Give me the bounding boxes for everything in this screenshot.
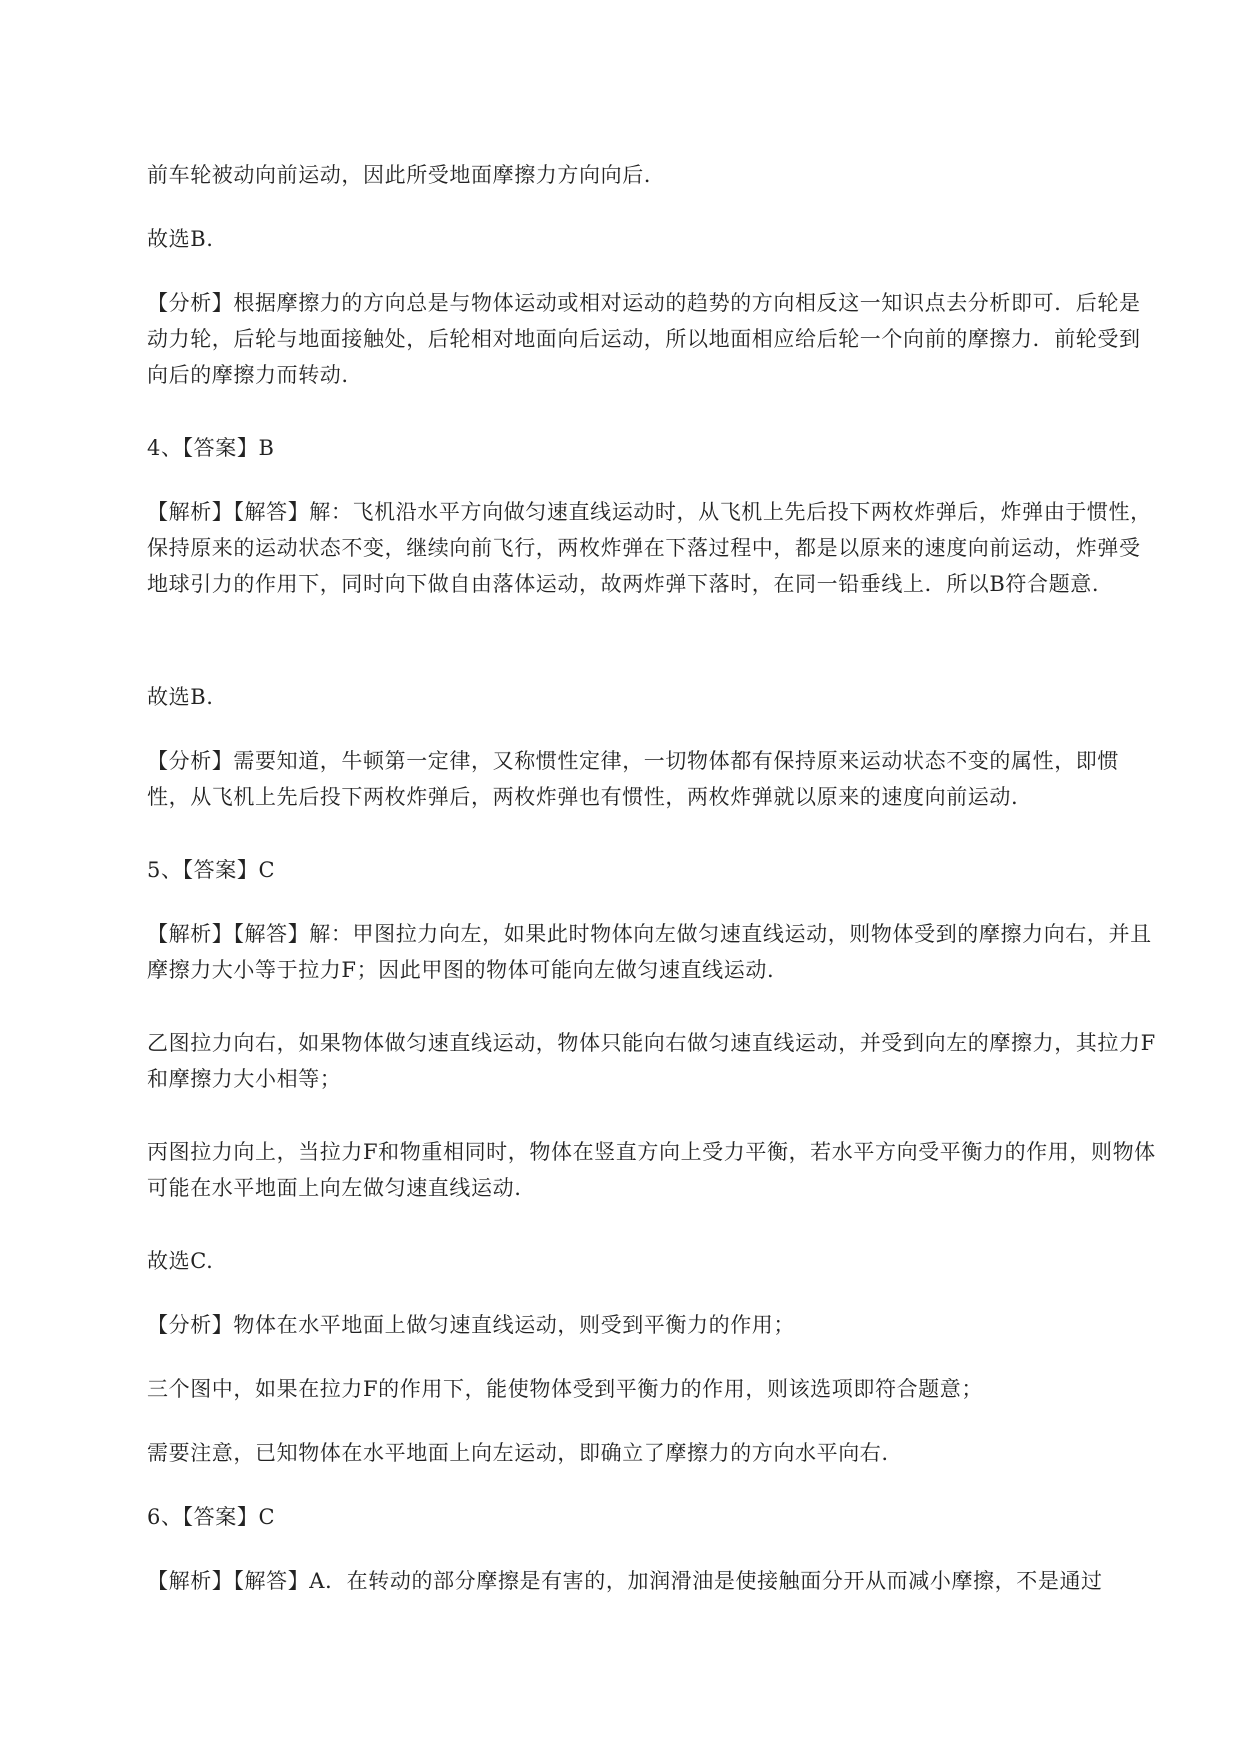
paragraph: 6、【答案】C [147,1505,276,1529]
paragraph: 故选C. [147,1249,214,1273]
paragraph: 前车轮被动向前运动，因此所受地面摩擦力方向向后. [147,163,652,187]
paragraph: 【分析】需要知道，牛顿第一定律，又称惯性定律，一切物体都有保持原来运动状态不变的属性，即惯性，从飞机上先后投下两枚炸弹后，两枚炸弹也有惯性，两枚炸弹就以原来的速度向前运动. [147,749,1119,809]
paragraph: 4、【答案】B [147,436,275,460]
paragraph: 【分析】根据摩擦力的方向总是与物体运动或相对运动的趋势的方向相反这一知识点去分析即可．后轮是动力轮，后轮与地面接触处，后轮相对地面向后运动，所以地面相应给后轮一个向前的摩擦力．前轮受到向后的摩擦力而转动. [147,291,1141,387]
paragraph: 5、【答案】C [147,858,276,882]
paragraph: 故选B. [147,685,214,709]
paragraph: 乙图拉力向右，如果物体做匀速直线运动，物体只能向右做匀速直线运动，并受到向左的摩擦力，其拉力F和摩擦力大小相等； [147,1031,1156,1091]
paragraph: 【分析】物体在水平地面上做匀速直线运动，则受到平衡力的作用； [147,1313,795,1337]
paragraph: 丙图拉力向上，当拉力F和物重相同时，物体在竖直方向上受力平衡，若水平方向受平衡力的作用，则物体可能在水平地面上向左做匀速直线运动. [147,1140,1156,1200]
paragraph: 故选B. [147,227,214,251]
paragraph: 需要注意，已知物体在水平地面上向左运动，即确立了摩擦力的方向水平向右. [147,1441,889,1465]
paragraph: 【解析】【解答】A．在转动的部分摩擦是有害的，加润滑油是使接触面分开从而减小摩擦，不是通过 [147,1569,1103,1593]
paragraph: 三个图中，如果在拉力F的作用下，能使物体受到平衡力的作用，则该选项即符合题意； [147,1377,983,1401]
paragraph: 【解析】【解答】解：飞机沿水平方向做匀速直线运动时，从飞机上先后投下两枚炸弹后，炸弹由于惯性，保持原来的运动状态不变，继续向前飞行，两枚炸弹在下落过程中，都是以原来的速度向前运动，炸弹受地球引力的作用下，同时向下做自由落体运动，故两炸弹下落时，在同一铅垂线上．所以B符合题意. [147,500,1152,596]
paragraph: 【解析】【解答】解：甲图拉力向左，如果此时物体向左做匀速直线运动，则物体受到的摩擦力向右，并且摩擦力大小等于拉力F；因此甲图的物体可能向左做匀速直线运动. [147,922,1152,982]
